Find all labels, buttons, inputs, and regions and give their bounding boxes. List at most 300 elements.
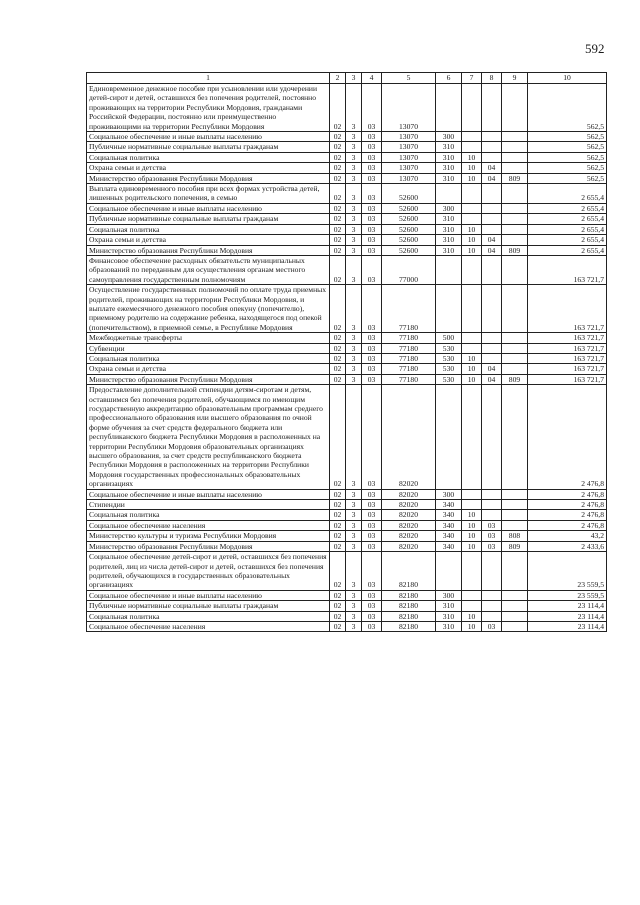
- item-name: Стипендии: [87, 500, 330, 510]
- expense-type-code: [436, 385, 462, 489]
- subsection-code: 3: [346, 184, 362, 204]
- ministry-code: 809: [502, 541, 528, 551]
- program-code: 03: [362, 520, 382, 530]
- subsection-code: 3: [346, 489, 362, 499]
- program-code: 03: [362, 142, 382, 152]
- program-code: 03: [362, 500, 382, 510]
- section-code: 02: [330, 224, 346, 234]
- subdivision-code: [482, 601, 502, 611]
- item-name: Публичные нормативные социальные выплаты гражданам: [87, 142, 330, 152]
- subdivision-code: 03: [482, 531, 502, 541]
- target-article-code: 82020: [382, 385, 436, 489]
- ministry-code: [502, 132, 528, 142]
- expense-type-code: 310: [436, 601, 462, 611]
- item-name: Межбюджетные трансферты: [87, 333, 330, 343]
- table-row: [87, 531, 607, 541]
- division-code: [462, 132, 482, 142]
- section-code: 02: [330, 353, 346, 363]
- ministry-code: [502, 364, 528, 374]
- division-code: 10: [462, 235, 482, 245]
- program-code: 03: [362, 333, 382, 343]
- ministry-code: 809: [502, 173, 528, 183]
- ministry-code: [502, 163, 528, 173]
- expense-type-code: 310: [436, 621, 462, 631]
- item-name: Социальное обеспечение населения: [87, 621, 330, 631]
- amount: 163 721,7: [528, 285, 607, 333]
- expense-type-code: [436, 255, 462, 284]
- amount: 562,5: [528, 84, 607, 132]
- section-code: 02: [330, 333, 346, 343]
- subsection-code: 3: [346, 235, 362, 245]
- item-name: Предоставление дополнительной стипендии детям-сиротам и детям, оставшимся без попечения родителей, обучающимся по имеющим государственную аккредитацию образовательным программам среднего профессионального образования или высшего образования по очной форме обучения за счет средств федерального бюджета или республиканского бюджета Республики Мордовия в расположенных на территории Республики Мордовия образовательных организациях высшего образования, за счет средств республиканского бюджета Республики Мордовия в расположенных на территории Республики Мордовия государственных профессиональных образовательных организациях: [87, 385, 330, 489]
- table-row: [87, 385, 607, 489]
- table-row: [87, 163, 607, 173]
- subsection-code: 3: [346, 601, 362, 611]
- target-article-code: 13070: [382, 132, 436, 142]
- ministry-code: [502, 255, 528, 284]
- expense-type-code: 340: [436, 541, 462, 551]
- expense-type-code: 300: [436, 590, 462, 600]
- target-article-code: 77180: [382, 364, 436, 374]
- section-code: 02: [330, 611, 346, 621]
- table-row: [87, 601, 607, 611]
- expense-type-code: 310: [436, 611, 462, 621]
- subdivision-code: [482, 132, 502, 142]
- target-article-code: 77000: [382, 255, 436, 284]
- section-code: 02: [330, 84, 346, 132]
- table-row: [87, 541, 607, 551]
- expense-type-code: [436, 184, 462, 204]
- program-code: 03: [362, 343, 382, 353]
- item-name: Министерство культуры и туризма Республики Мордовия: [87, 531, 330, 541]
- ministry-code: [502, 203, 528, 213]
- division-code: 10: [462, 152, 482, 162]
- subdivision-code: [482, 489, 502, 499]
- division-code: [462, 343, 482, 353]
- item-name: Единовременное денежное пособие при усыновлении или удочерении детей-сирот и детей, оставшихся без попечения родителей, постоянно проживающих на территории Республики Мордовия, гражданами Российской Федерации, постоянно или преимущественно проживающими на территории Республики Мордовия: [87, 84, 330, 132]
- table-row: [87, 611, 607, 621]
- section-code: 02: [330, 235, 346, 245]
- subsection-code: 3: [346, 621, 362, 631]
- target-article-code: 77180: [382, 353, 436, 363]
- division-code: 10: [462, 621, 482, 631]
- amount: 2 476,8: [528, 385, 607, 489]
- subdivision-code: [482, 590, 502, 600]
- division-code: [462, 552, 482, 591]
- subsection-code: 3: [346, 132, 362, 142]
- item-name: Социальная политика: [87, 224, 330, 234]
- section-code: 02: [330, 184, 346, 204]
- section-code: 02: [330, 132, 346, 142]
- division-code: [462, 203, 482, 213]
- expense-type-code: 310: [436, 235, 462, 245]
- program-code: 03: [362, 235, 382, 245]
- item-name: Охрана семьи и детства: [87, 163, 330, 173]
- ministry-code: [502, 333, 528, 343]
- program-code: 03: [362, 531, 382, 541]
- ministry-code: [502, 385, 528, 489]
- amount: 2 655,4: [528, 245, 607, 255]
- subsection-code: 3: [346, 173, 362, 183]
- column-header-7: 7: [462, 73, 482, 84]
- subsection-code: 3: [346, 611, 362, 621]
- division-code: [462, 184, 482, 204]
- division-code: 10: [462, 541, 482, 551]
- subdivision-code: 04: [482, 163, 502, 173]
- amount: 163 721,7: [528, 364, 607, 374]
- column-header-1: 1: [87, 73, 330, 84]
- division-code: 10: [462, 510, 482, 520]
- subdivision-code: [482, 214, 502, 224]
- program-code: 03: [362, 184, 382, 204]
- subsection-code: 3: [346, 333, 362, 343]
- program-code: 03: [362, 84, 382, 132]
- amount: 2 476,8: [528, 520, 607, 530]
- target-article-code: 82020: [382, 531, 436, 541]
- target-article-code: 77180: [382, 374, 436, 384]
- section-code: 02: [330, 531, 346, 541]
- program-code: 03: [362, 611, 382, 621]
- subsection-code: 3: [346, 255, 362, 284]
- division-code: 10: [462, 364, 482, 374]
- table-header-row: [87, 73, 607, 84]
- subsection-code: 3: [346, 214, 362, 224]
- ministry-code: [502, 500, 528, 510]
- ministry-code: [502, 590, 528, 600]
- target-article-code: 82020: [382, 489, 436, 499]
- amount: 23 559,5: [528, 552, 607, 591]
- table-row: [87, 255, 607, 284]
- section-code: 02: [330, 245, 346, 255]
- section-code: 02: [330, 601, 346, 611]
- item-name: Выплата единовременного пособия при всех формах устройства детей, лишенных родительского попечения, в семью: [87, 184, 330, 204]
- item-name: Охрана семьи и детства: [87, 235, 330, 245]
- section-code: 02: [330, 489, 346, 499]
- subdivision-code: [482, 285, 502, 333]
- ministry-code: [502, 489, 528, 499]
- section-code: 02: [330, 552, 346, 591]
- table-row: [87, 510, 607, 520]
- budget-table: [86, 72, 607, 632]
- subdivision-code: [482, 500, 502, 510]
- target-article-code: 82020: [382, 500, 436, 510]
- section-code: 02: [330, 214, 346, 224]
- item-name: Охрана семьи и детства: [87, 364, 330, 374]
- division-code: 10: [462, 245, 482, 255]
- target-article-code: 52600: [382, 235, 436, 245]
- ministry-code: 809: [502, 374, 528, 384]
- item-name: Финансовое обеспечение расходных обязательств муниципальных образований по переданным для осуществления органам местного самоуправления государственным полномочиям: [87, 255, 330, 284]
- column-header-6: 6: [436, 73, 462, 84]
- program-code: 03: [362, 621, 382, 631]
- program-code: 03: [362, 364, 382, 374]
- target-article-code: 77180: [382, 343, 436, 353]
- division-code: 10: [462, 163, 482, 173]
- subsection-code: 3: [346, 552, 362, 591]
- section-code: 02: [330, 173, 346, 183]
- target-article-code: 52600: [382, 245, 436, 255]
- subsection-code: 3: [346, 510, 362, 520]
- ministry-code: [502, 343, 528, 353]
- target-article-code: 13070: [382, 142, 436, 152]
- subsection-code: 3: [346, 245, 362, 255]
- section-code: 02: [330, 142, 346, 152]
- item-name: Социальное обеспечение и иные выплаты населению: [87, 132, 330, 142]
- amount: 562,5: [528, 173, 607, 183]
- section-code: 02: [330, 541, 346, 551]
- program-code: 03: [362, 245, 382, 255]
- subdivision-code: [482, 510, 502, 520]
- item-name: Социальная политика: [87, 353, 330, 363]
- section-code: 02: [330, 385, 346, 489]
- ministry-code: 809: [502, 245, 528, 255]
- table-row: [87, 245, 607, 255]
- division-code: [462, 214, 482, 224]
- ministry-code: [502, 353, 528, 363]
- division-code: [462, 590, 482, 600]
- program-code: 03: [362, 163, 382, 173]
- amount: 562,5: [528, 132, 607, 142]
- table-row: [87, 333, 607, 343]
- division-code: [462, 142, 482, 152]
- subsection-code: 3: [346, 590, 362, 600]
- amount: 2 655,4: [528, 203, 607, 213]
- amount: 163 721,7: [528, 343, 607, 353]
- table-row: [87, 184, 607, 204]
- program-code: 03: [362, 510, 382, 520]
- ministry-code: [502, 601, 528, 611]
- item-name: Министерство образования Республики Мордовия: [87, 173, 330, 183]
- subsection-code: 3: [346, 520, 362, 530]
- column-header-3: 3: [346, 73, 362, 84]
- division-code: [462, 255, 482, 284]
- expense-type-code: [436, 285, 462, 333]
- subsection-code: 3: [346, 203, 362, 213]
- ministry-code: [502, 621, 528, 631]
- ministry-code: 808: [502, 531, 528, 541]
- expense-type-code: 530: [436, 353, 462, 363]
- division-code: 10: [462, 611, 482, 621]
- amount: 562,5: [528, 142, 607, 152]
- column-header-5: 5: [382, 73, 436, 84]
- subdivision-code: 04: [482, 374, 502, 384]
- subdivision-code: 03: [482, 520, 502, 530]
- item-name: Публичные нормативные социальные выплаты гражданам: [87, 214, 330, 224]
- table-row: [87, 500, 607, 510]
- division-code: [462, 84, 482, 132]
- section-code: 02: [330, 152, 346, 162]
- table-row: [87, 132, 607, 142]
- division-code: 10: [462, 520, 482, 530]
- subsection-code: 3: [346, 84, 362, 132]
- table-row: [87, 520, 607, 530]
- expense-type-code: 300: [436, 132, 462, 142]
- program-code: 03: [362, 385, 382, 489]
- amount: 23 114,4: [528, 621, 607, 631]
- amount: 2 476,8: [528, 510, 607, 520]
- program-code: 03: [362, 601, 382, 611]
- subdivision-code: 03: [482, 621, 502, 631]
- target-article-code: 13070: [382, 163, 436, 173]
- target-article-code: 13070: [382, 84, 436, 132]
- item-name: Социальное обеспечение и иные выплаты населению: [87, 590, 330, 600]
- amount: 562,5: [528, 152, 607, 162]
- item-name: Осуществление государственных полномочий по оплате труда приемных родителей, проживающих на территории Республики Мордовия, и выплате ежемесячного денежного пособия опекуну (попечителю), приемному родителю на содержание ребенка, находящегося под опекой (попечительством), в приемной семье, в Республике Мордовия: [87, 285, 330, 333]
- column-header-9: 9: [502, 73, 528, 84]
- table-row: [87, 621, 607, 631]
- expense-type-code: 340: [436, 531, 462, 541]
- program-code: 03: [362, 374, 382, 384]
- expense-type-code: 300: [436, 203, 462, 213]
- item-name: Социальное обеспечение детей-сирот и детей, оставшихся без попечения родителей, лиц из числа детей-сирот и детей, оставшихся без попечения родителей, обучающихся в государственных образовательных организациях: [87, 552, 330, 591]
- ministry-code: [502, 520, 528, 530]
- item-name: Социальное обеспечение и иные выплаты населению: [87, 203, 330, 213]
- ministry-code: [502, 285, 528, 333]
- subsection-code: 3: [346, 531, 362, 541]
- ministry-code: [502, 142, 528, 152]
- ministry-code: [502, 510, 528, 520]
- subdivision-code: [482, 203, 502, 213]
- ministry-code: [502, 235, 528, 245]
- amount: 2 476,8: [528, 500, 607, 510]
- table-row: [87, 235, 607, 245]
- subdivision-code: [482, 224, 502, 234]
- amount: 163 721,7: [528, 333, 607, 343]
- amount: 163 721,7: [528, 353, 607, 363]
- item-name: Социальная политика: [87, 611, 330, 621]
- target-article-code: 82020: [382, 510, 436, 520]
- target-article-code: 52600: [382, 184, 436, 204]
- subsection-code: 3: [346, 343, 362, 353]
- ministry-code: [502, 214, 528, 224]
- table-row: [87, 374, 607, 384]
- target-article-code: 13070: [382, 152, 436, 162]
- expense-type-code: 310: [436, 163, 462, 173]
- division-code: [462, 489, 482, 499]
- amount: 23 114,4: [528, 611, 607, 621]
- program-code: 03: [362, 203, 382, 213]
- target-article-code: 52600: [382, 203, 436, 213]
- item-name: Социальная политика: [87, 510, 330, 520]
- table-row: [87, 142, 607, 152]
- section-code: 02: [330, 520, 346, 530]
- section-code: 02: [330, 343, 346, 353]
- program-code: 03: [362, 173, 382, 183]
- target-article-code: 52600: [382, 224, 436, 234]
- item-name: Субвенции: [87, 343, 330, 353]
- subdivision-code: [482, 152, 502, 162]
- subdivision-code: [482, 611, 502, 621]
- amount: 2 433,6: [528, 541, 607, 551]
- expense-type-code: 310: [436, 152, 462, 162]
- table-row: [87, 224, 607, 234]
- amount: 2 476,8: [528, 489, 607, 499]
- table-row: [87, 152, 607, 162]
- table-row: [87, 343, 607, 353]
- subsection-code: 3: [346, 541, 362, 551]
- expense-type-code: 530: [436, 343, 462, 353]
- table-row: [87, 203, 607, 213]
- amount: 23 114,4: [528, 601, 607, 611]
- target-article-code: 82180: [382, 590, 436, 600]
- program-code: 03: [362, 132, 382, 142]
- table-row: [87, 173, 607, 183]
- subdivision-code: [482, 255, 502, 284]
- item-name: Министерство образования Республики Мордовия: [87, 374, 330, 384]
- program-code: 03: [362, 224, 382, 234]
- table-row: [87, 285, 607, 333]
- subsection-code: 3: [346, 152, 362, 162]
- subdivision-code: 03: [482, 541, 502, 551]
- target-article-code: 82180: [382, 621, 436, 631]
- section-code: 02: [330, 163, 346, 173]
- subsection-code: 3: [346, 285, 362, 333]
- target-article-code: 82020: [382, 541, 436, 551]
- expense-type-code: 340: [436, 500, 462, 510]
- program-code: 03: [362, 255, 382, 284]
- subdivision-code: 04: [482, 235, 502, 245]
- subdivision-code: [482, 142, 502, 152]
- division-code: [462, 333, 482, 343]
- expense-type-code: 500: [436, 333, 462, 343]
- table-row: [87, 214, 607, 224]
- target-article-code: 77180: [382, 285, 436, 333]
- ministry-code: [502, 611, 528, 621]
- program-code: 03: [362, 353, 382, 363]
- target-article-code: 82180: [382, 601, 436, 611]
- division-code: 10: [462, 173, 482, 183]
- table-row: [87, 552, 607, 591]
- subsection-code: 3: [346, 353, 362, 363]
- subdivision-code: 04: [482, 245, 502, 255]
- subdivision-code: [482, 184, 502, 204]
- program-code: 03: [362, 152, 382, 162]
- division-code: 10: [462, 531, 482, 541]
- section-code: 02: [330, 255, 346, 284]
- division-code: [462, 385, 482, 489]
- amount: 43,2: [528, 531, 607, 541]
- expense-type-code: 340: [436, 520, 462, 530]
- column-header-10: 10: [528, 73, 607, 84]
- target-article-code: 52600: [382, 214, 436, 224]
- column-header-2: 2: [330, 73, 346, 84]
- ministry-code: [502, 552, 528, 591]
- ministry-code: [502, 224, 528, 234]
- item-name: Публичные нормативные социальные выплаты гражданам: [87, 601, 330, 611]
- division-code: 10: [462, 374, 482, 384]
- target-article-code: 82180: [382, 552, 436, 591]
- expense-type-code: 310: [436, 214, 462, 224]
- table-body: [87, 84, 607, 632]
- subdivision-code: 04: [482, 173, 502, 183]
- division-code: [462, 500, 482, 510]
- target-article-code: 13070: [382, 173, 436, 183]
- subdivision-code: [482, 385, 502, 489]
- expense-type-code: 310: [436, 245, 462, 255]
- subsection-code: 3: [346, 364, 362, 374]
- amount: 562,5: [528, 163, 607, 173]
- subsection-code: 3: [346, 385, 362, 489]
- subdivision-code: 04: [482, 364, 502, 374]
- division-code: 10: [462, 353, 482, 363]
- expense-type-code: [436, 84, 462, 132]
- section-code: 02: [330, 500, 346, 510]
- table-row: [87, 489, 607, 499]
- ministry-code: [502, 84, 528, 132]
- subsection-code: 3: [346, 224, 362, 234]
- amount: 2 655,4: [528, 214, 607, 224]
- item-name: Социальное обеспечение и иные выплаты населению: [87, 489, 330, 499]
